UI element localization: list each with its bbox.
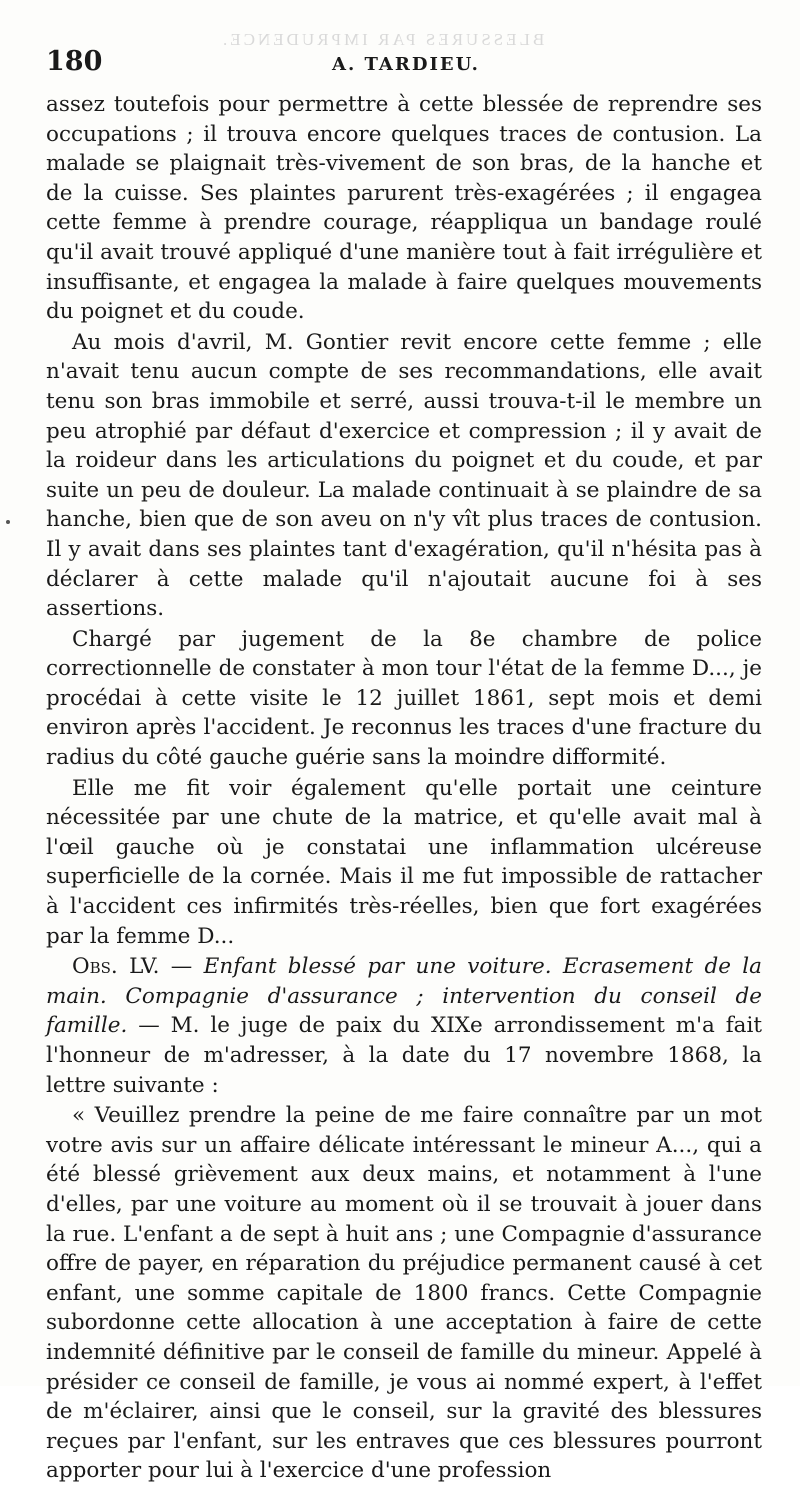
running-head (46, 44, 762, 84)
bleed-through-text: BLESSURES PAR IMPRUDENCE. (220, 30, 545, 49)
paragraph-continuation: assez toutefois pour permettre à cette blessée de reprendre ses occupations ; il trouva encore quelques traces de contusion. La malade se plaignait très-vivement de son bras, de la hanche et de la cuisse. Ses plaintes parurent très-exagérées ; il engagea cette femme à prendre courage, réappliqua un bandage roulé qu'il avait trouvé appliqué d'une manière tout à fait irrégulière et insuffisante, et engagea la malade à faire quelques mouvements du poignet et du coude. (46, 92, 762, 325)
paragraph-observation-lv (46, 952, 762, 1100)
paragraph-other-infirmities: Elle me fit voir également qu'elle portait une ceinture nécessitée par une chute de la matrice, et qu'elle avait mal à l'œil gauche où je constatai une inflammation ulcéreuse superficielle de la cornée. Mais il me fut impossible de rattacher à l'accident ces infirmités très-réelles, bien que fort exagérées par la femme D... (46, 775, 762, 949)
body-text (46, 90, 762, 1486)
observation-label: Obs. LV. (72, 954, 160, 980)
ink-speck (6, 520, 10, 524)
page-number: 180 (46, 46, 103, 77)
observation-dash: — (159, 954, 204, 980)
paragraph-court-visit: Chargé par jugement de la 8e chambre de police correctionnelle de constater à mon tour l'état de la femme D..., je procédai à cette visite le 12 juillet 1861, sept mois et demi environ après l'accident. Je reconnus les traces d'une fracture du radius du côté gauche guérie sans la moindre difformité. (46, 626, 762, 771)
paragraph-april-visit: Au mois d'avril, M. Gontier revit encore cette femme ; elle n'avait tenu aucun compte de ses recommandations, elle avait tenu son bras immobile et serré, aussi trouva-t-il le membre un peu atrophié par défaut d'exercice et compression ; il y avait de la roideur dans les articulations du poignet et du coude, et par suite un peu de douleur. La malade continuait à se plaindre de sa hanche, bien que de son aveu on n'y vît plus traces de contusion. Il y avait dans ses plaintes tant d'exagération, qu'il n'hésita pas à déclarer à cette malade qu'il n'ajoutait aucune foi à ses assertions. (46, 329, 762, 622)
observation-text: — M. le juge de paix du XIXe arrondissement m'a fait l'honneur de m'adresser, à la date du 17 novembre 1868, la lettre suivante : (46, 1013, 762, 1098)
paragraph-letter: « Veuillez prendre la peine de me faire connaître par un mot votre avis sur un affaire délicate intéressant le mineur A..., qui a été blessé grièvement aux deux mains, et notamment à l'une d'elles, par une voiture au moment où il se trouvait à jouer dans la rue. L'enfant a de sept à huit ans ; une Compagnie d'assurance offre de payer, en réparation du préjudice permanent causé à cet enfant, une somme capitale de 1800 francs. Cette Compagnie subordonne cette allocation à une acceptation à faire de cette indemnité définitive par le conseil de famille du mineur. Appelé à présider ce conseil de famille, je vous ai nommé expert, à l'effet de m'éclairer, ainsi que le conseil, sur la gravité des blessures reçues par l'enfant, sur les entraves que ces blessures pourront apporter pour lui à l'exercice d'une profession (46, 1103, 762, 1484)
observation-title: Enfant blessé par une voiture. Ecrasement de la main. Compagnie d'assurance ; intervention du conseil de famille. (46, 954, 762, 1039)
running-title: A. TARDIEU. (332, 54, 480, 75)
